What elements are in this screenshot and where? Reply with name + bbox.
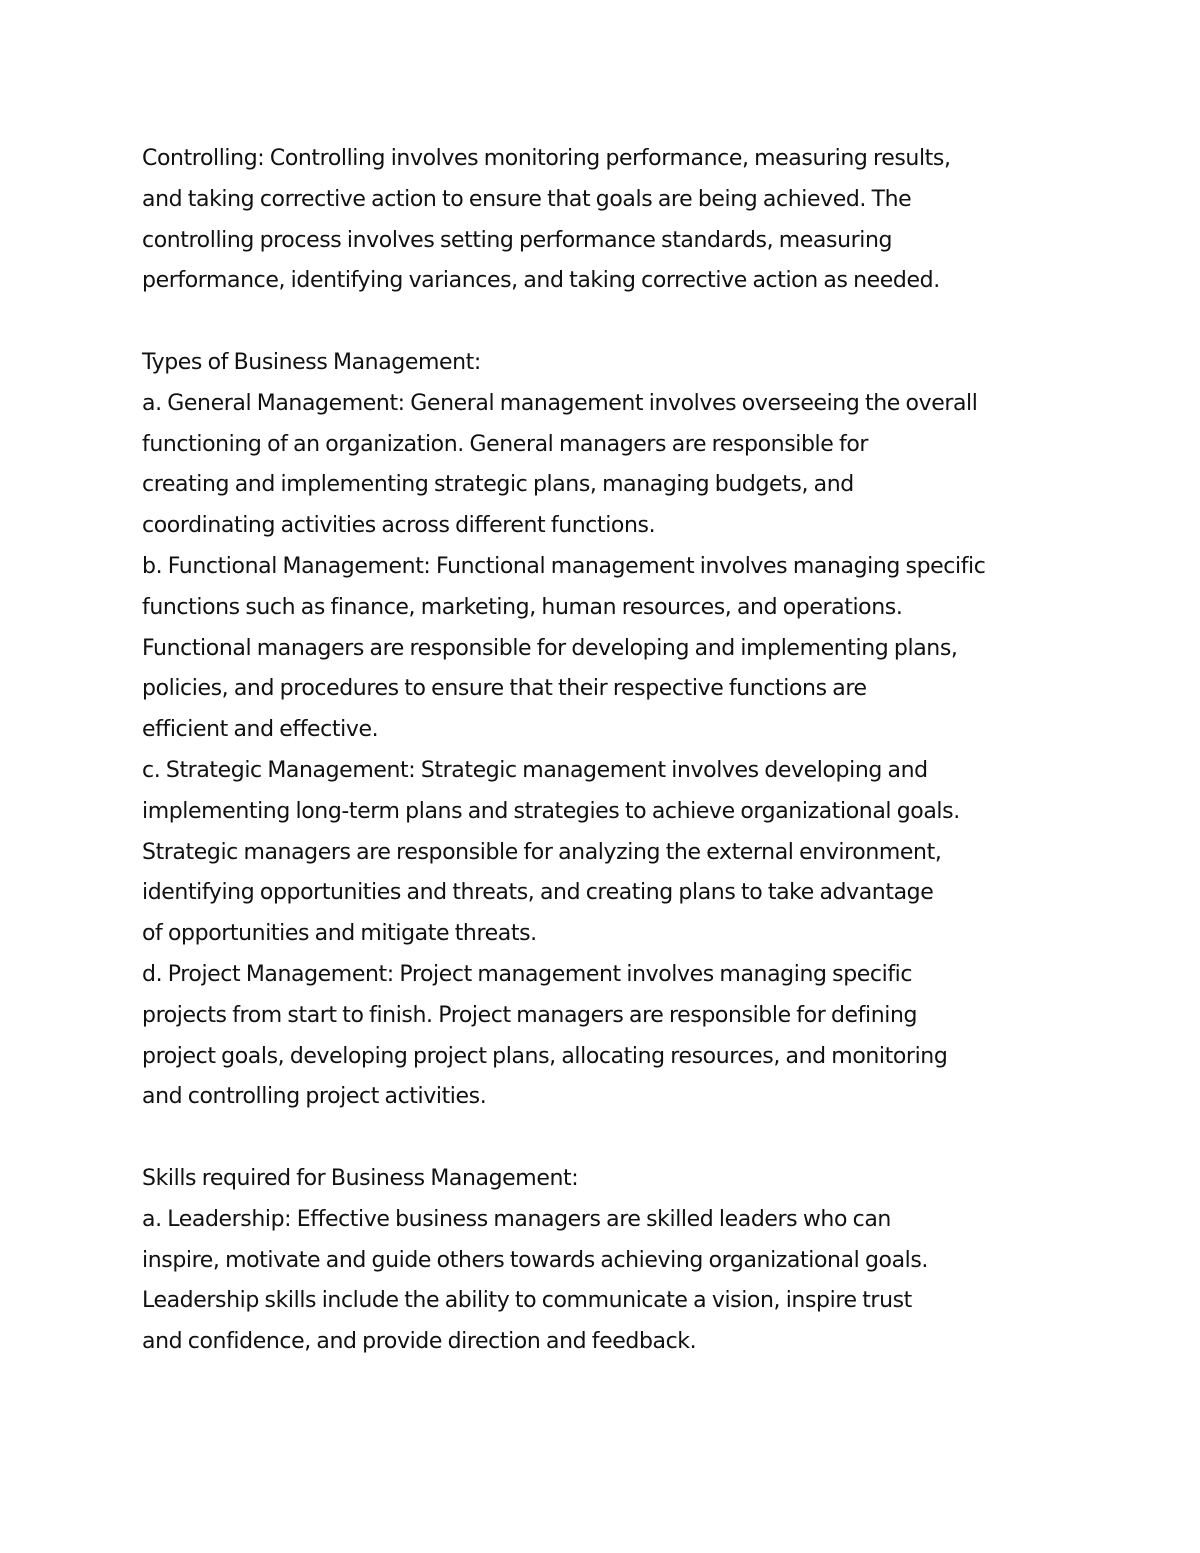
- text-line: functioning of an organization. General managers are responsible for: [142, 431, 869, 457]
- text-line: and taking corrective action to ensure that goals are being achieved. The: [142, 186, 912, 212]
- text-line: a. Leadership: Effective business managers are skilled leaders who can: [142, 1206, 891, 1232]
- section-heading-types: Types of Business Management:: [142, 349, 481, 375]
- text-line: d. Project Management: Project management involves managing specific: [142, 961, 913, 987]
- document-body: [142, 139, 1072, 1363]
- text-line: functions such as finance, marketing, human resources, and operations.: [142, 594, 903, 620]
- text-line: projects from start to finish. Project managers are responsible for defining: [142, 1002, 918, 1028]
- section-types-of-business-management: [142, 343, 1072, 1118]
- text-line: c. Strategic Management: Strategic management involves developing and: [142, 757, 928, 783]
- item-leadership: [142, 1200, 1072, 1363]
- paragraph-gap: [142, 1118, 1072, 1159]
- paragraph-gap: [142, 302, 1072, 343]
- text-line: project goals, developing project plans, allocating resources, and monitoring: [142, 1043, 948, 1069]
- text-line: Controlling: Controlling involves monitoring performance, measuring results,: [142, 146, 951, 171]
- text-line: coordinating activities across different functions.: [142, 513, 656, 539]
- item-project-management: [142, 955, 1072, 1118]
- text-line: efficient and effective.: [142, 717, 379, 743]
- text-line: a. General Management: General management involves overseeing the overall: [142, 390, 978, 416]
- text-line: and confidence, and provide direction and feedback.: [142, 1329, 697, 1355]
- text-line: performance, identifying variances, and taking corrective action as needed.: [142, 268, 940, 294]
- item-general-management: [142, 384, 1072, 547]
- section-heading-skills: Skills required for Business Management:: [142, 1165, 579, 1191]
- text-line: b. Functional Management: Functional management involves managing specific: [142, 553, 986, 579]
- section-skills-required: [142, 1159, 1072, 1363]
- paragraph-controlling: [142, 139, 1072, 302]
- text-line: policies, and procedures to ensure that their respective functions are: [142, 676, 867, 702]
- text-line: Leadership skills include the ability to communicate a vision, inspire trust: [142, 1288, 912, 1314]
- text-line: implementing long-term plans and strategies to achieve organizational goals.: [142, 798, 960, 824]
- text-line: of opportunities and mitigate threats.: [142, 921, 537, 947]
- text-line: identifying opportunities and threats, and creating plans to take advantage: [142, 880, 934, 906]
- text-line: Strategic managers are responsible for analyzing the external environment,: [142, 839, 942, 865]
- text-line: creating and implementing strategic plans, managing budgets, and: [142, 472, 854, 498]
- text-line: inspire, motivate and guide others towards achieving organizational goals.: [142, 1247, 929, 1273]
- text-line: Functional managers are responsible for developing and implementing plans,: [142, 635, 958, 661]
- text-line: controlling process involves setting performance standards, measuring: [142, 227, 893, 253]
- item-functional-management: [142, 547, 1072, 751]
- text-line: and controlling project activities.: [142, 1084, 487, 1110]
- item-strategic-management: [142, 751, 1072, 955]
